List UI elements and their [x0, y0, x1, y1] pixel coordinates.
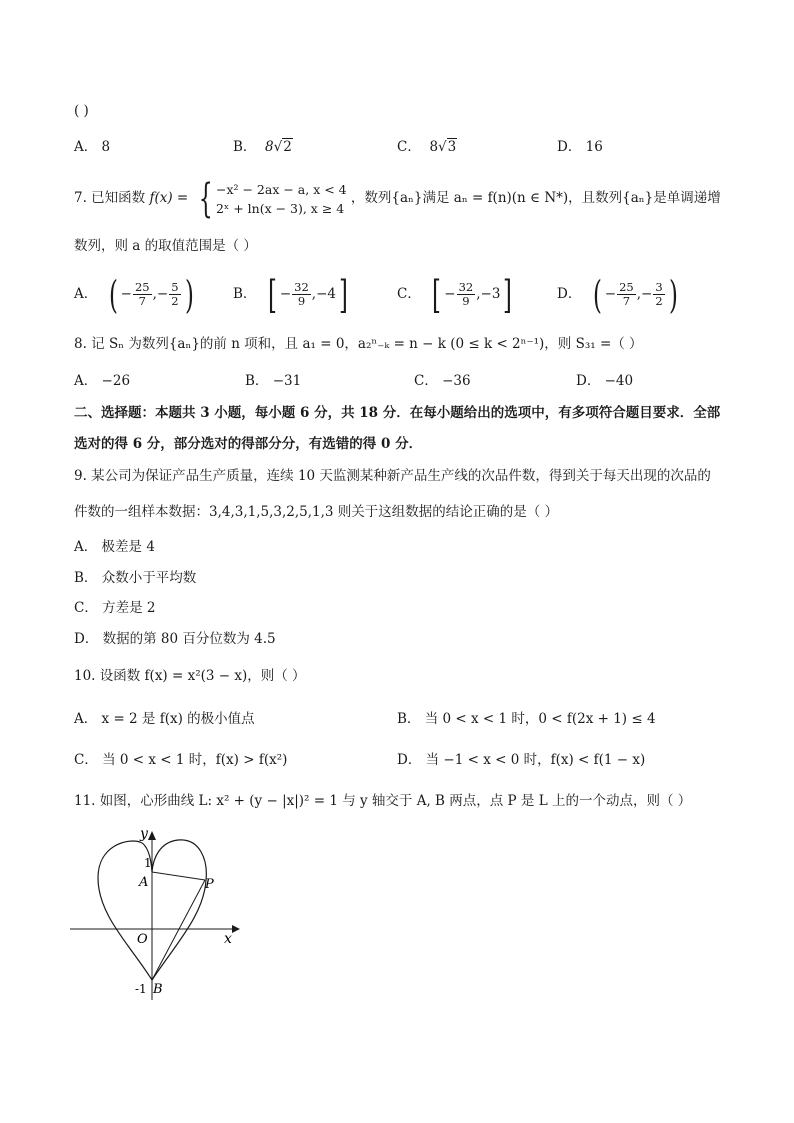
- q10-option-b[interactable]: B． 当 0 < x < 1 时，0 < f(2x + 1) ≤ 4: [397, 711, 656, 727]
- q10-option-a[interactable]: A． x = 2 是 f(x) 的极小值点: [74, 711, 255, 727]
- q11-stem: 11. 如图，心形曲线 L: x² + (y − |x|)² = 1 与 y 轴交于 A, B 两点，点 P 是 L 上的一个动点，则（ ）: [74, 793, 692, 809]
- label-p: P: [205, 877, 214, 892]
- segment-ap: [152, 872, 205, 880]
- frac-num: 5: [171, 280, 179, 294]
- frac-num: 3: [655, 280, 663, 294]
- q9-stem-line2: 件数的一组样本数据：3,4,3,1,5,3,2,5,1,3 则关于这组数据的结论正确的是（ ）: [74, 504, 559, 520]
- q10-option-c[interactable]: C． 当 0 < x < 1 时，f(x) > f(x²): [74, 752, 288, 768]
- q6-option-d[interactable]: D． 16: [557, 139, 603, 155]
- option-label: A．: [74, 286, 98, 302]
- q9-option-b[interactable]: B． 众数小于平均数: [74, 570, 197, 586]
- option-label: C．: [397, 286, 421, 302]
- frac-num: 32: [294, 280, 309, 294]
- q6-tail: ( ): [74, 103, 89, 119]
- frac-num: 32: [458, 280, 474, 294]
- radicand: 2: [283, 139, 292, 155]
- label-x: x: [224, 931, 232, 947]
- option-label: B．: [233, 286, 257, 302]
- frac-num: 25: [619, 280, 634, 294]
- q10-stem: 10. 设函数 f(x) = x²(3 − x)，则（ ）: [74, 668, 306, 684]
- q7-option-c[interactable]: C． [ − $\frac{32}{9}$ ,−3]: [397, 272, 513, 317]
- radicand: 3: [447, 139, 457, 155]
- frac-den: 2: [171, 294, 179, 308]
- label-one: 1: [144, 856, 152, 870]
- q7-option-b[interactable]: B． [ − $\frac{32}{9}$ ,−4]: [233, 272, 348, 317]
- frac-den: 9: [297, 294, 306, 308]
- q7-stem-line2: 数列，则 a 的取值范围是（ ）: [74, 238, 257, 254]
- interval-end: −4: [316, 286, 336, 302]
- frac-den: 9: [462, 294, 470, 308]
- option-label: B．: [233, 139, 257, 155]
- piece-case-1: −x² − 2ax − a, x < 4: [215, 181, 347, 197]
- q9-stem-line1: 9. 某公司为保证产品生产质量，连续 10 天监测某种新产品生产线的次品件数，得到关于每天出现的次品的: [74, 468, 711, 484]
- q7-stem-line1: [74, 175, 721, 222]
- q8-option-d[interactable]: D． −40: [576, 373, 634, 389]
- option-label: D．: [557, 286, 582, 302]
- q8-option-c[interactable]: C． −36: [414, 373, 471, 389]
- q7-prefix: 7. 已知函数: [74, 190, 146, 206]
- option-value: 8: [429, 139, 439, 155]
- q9-option-c[interactable]: C． 方差是 2: [74, 600, 156, 616]
- interval-end: −3: [480, 286, 501, 302]
- y-axis-arrow: [148, 831, 156, 840]
- q8-option-b[interactable]: B． −31: [245, 373, 302, 389]
- q9-option-a[interactable]: A． 极差是 4: [74, 539, 155, 555]
- section-2-line1: 二、选择题：本题共 3 小题，每小题 6 分，共 18 分．在每小题给出的选项中，有多项符合题目要求．全部: [74, 405, 721, 421]
- frac-num: 25: [134, 280, 150, 294]
- q7-mid: ，数列{aₙ}满足 aₙ = f(n)(n ∈ N*)，且数列{aₙ}是单调递增: [350, 190, 721, 206]
- label-b: B: [153, 982, 163, 997]
- x-axis-arrow: [232, 925, 240, 933]
- piece-case-2: 2ˣ + ln(x − 3), x ≥ 4: [215, 200, 345, 216]
- q7-option-d[interactable]: D． ( − $\frac{25}{7}$ ,− $\frac{3}{2}$ ): [557, 272, 678, 317]
- q7-option-a[interactable]: A． ( − $\frac{25}{7}$ ,− $\frac{5}{2}$ ): [74, 272, 194, 317]
- heart-curve-figure: [60, 820, 250, 1010]
- q6-option-b[interactable]: B． 8√2: [233, 139, 292, 155]
- frac-den: 7: [138, 294, 146, 308]
- segment-bp: [152, 880, 205, 980]
- q6-option-c[interactable]: C． 8√3: [397, 139, 457, 155]
- piecewise: { −x² − 2ax − a, x < 4 2ˣ + ln(x − 3), x ≥ 4: [198, 175, 347, 222]
- label-y: y: [140, 826, 148, 842]
- q7-f-expr: f(x) =: [149, 190, 189, 206]
- label-o: O: [137, 932, 148, 947]
- q9-option-d[interactable]: D． 数据的第 80 百分位数为 4.5: [74, 631, 276, 647]
- label-a: A: [139, 875, 149, 890]
- section-2-line2: 选对的得 6 分，部分选对的得部分分，有选错的得 0 分．: [74, 436, 423, 452]
- q8-option-a[interactable]: A． −26: [74, 373, 131, 389]
- q6-option-a[interactable]: A． 8: [74, 139, 111, 155]
- frac-den: 7: [622, 294, 631, 308]
- frac-den: 2: [655, 294, 663, 308]
- q10-option-d[interactable]: D． 当 −1 < x < 0 时，f(x) < f(1 − x): [397, 752, 646, 768]
- option-value: 8: [265, 139, 274, 155]
- q8-stem: 8. 记 Sₙ 为数列{aₙ}的前 n 项和，且 a₁ = 0，a₂ⁿ₋ₖ = n − k (0 ≤ k < 2ⁿ⁻¹)，则 S₃₁ =（ ）: [74, 336, 643, 352]
- label-minus-one: -1: [135, 982, 147, 996]
- option-label: C．: [397, 139, 421, 155]
